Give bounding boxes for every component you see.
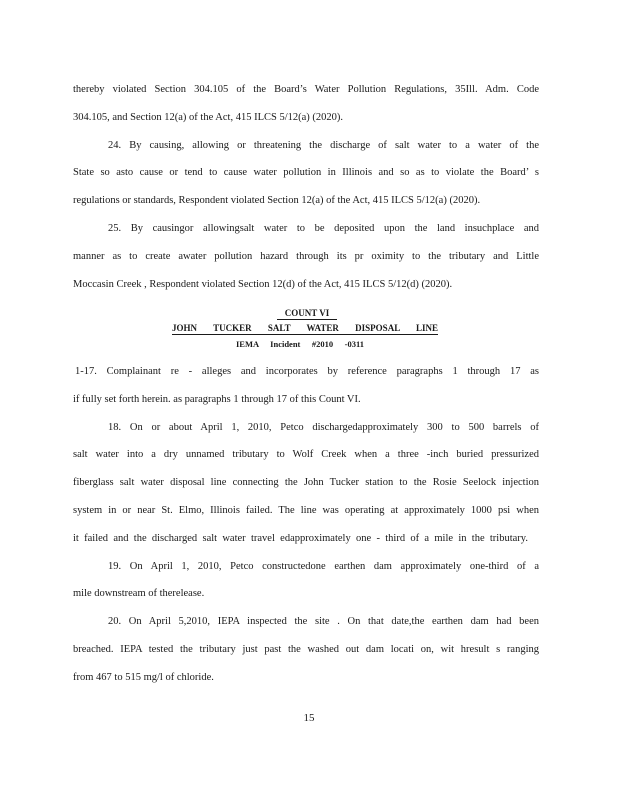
page-number: 15: [303, 712, 315, 724]
body-line: if fully set forth herein. as paragraphs 1 through 17 of this Count VI.: [73, 394, 361, 405]
paragraph-19-line: 19. On April 1, 2010, Petco constructedone earthen dam approximately one-third of a: [108, 561, 539, 572]
body-line: mile downstream of therelease.: [73, 588, 205, 599]
incident-subtitle: IEMA Incident #2010 -0311: [236, 339, 364, 349]
body-line: thereby violated Section 304.105 of the Board’s Water Pollution Regulations, 35Ill. Adm. Code: [73, 84, 539, 95]
paragraph-25-line: 25. By causingor allowingsalt water to be deposited upon the land insuchplace and: [108, 223, 539, 234]
count-heading: COUNT VI: [277, 307, 337, 320]
body-line: fiberglass salt water disposal line connecting the John Tucker station to the Rosie Seelock injection: [73, 477, 539, 488]
body-line: from 467 to 515 mg/l of chloride.: [73, 672, 214, 683]
paragraph-1-17-line: 1-17. Complainant re - alleges and incorporates by reference paragraphs 1 through 17 as: [75, 366, 539, 377]
body-line: State so asto cause or tend to cause water pollution in Illinois and so as to violate the Board’ s: [73, 167, 539, 178]
paragraph-24-line: 24. By causing, allowing or threatening the discharge of salt water to a water of the: [108, 140, 539, 151]
body-line: Moccasin Creek , Respondent violated Section 12(d) of the Act, 415 ILCS 5/12(d) (2020).: [73, 279, 453, 290]
body-line: breached. IEPA tested the tributary just past the washed out dam locati on, wit hresult s ranging: [73, 644, 539, 655]
body-line: regulations or standards, Respondent violated Section 12(a) of the Act, 415 ILCS 5/12(a) (2020).: [73, 195, 481, 206]
paragraph-18-line: 18. On or about April 1, 2010, Petco dischargedapproximately 300 to 500 barrels of: [108, 422, 539, 433]
body-line: salt water into a dry unnamed tributary to Wolf Creek when a three -inch buried pressurized: [73, 449, 539, 460]
body-line: manner as to create awater pollution hazard through its pr oximity to the tributary and Little: [73, 251, 539, 262]
count-title: JOHN TUCKER SALT WATER DISPOSAL LINE: [172, 323, 438, 333]
body-line: it failed and the discharged salt water travel edapproximately one - third of a mile in the tributary.: [73, 533, 528, 544]
body-line: 304.105, and Section 12(a) of the Act, 415 ILCS 5/12(a) (2020).: [73, 112, 344, 123]
body-line: system in or near St. Elmo, Illinois failed. The line was operating at approximately 1000 psi when: [73, 505, 539, 516]
paragraph-20-line: 20. On April 5,2010, IEPA inspected the site . On that date,the earthen dam had been: [108, 616, 539, 627]
